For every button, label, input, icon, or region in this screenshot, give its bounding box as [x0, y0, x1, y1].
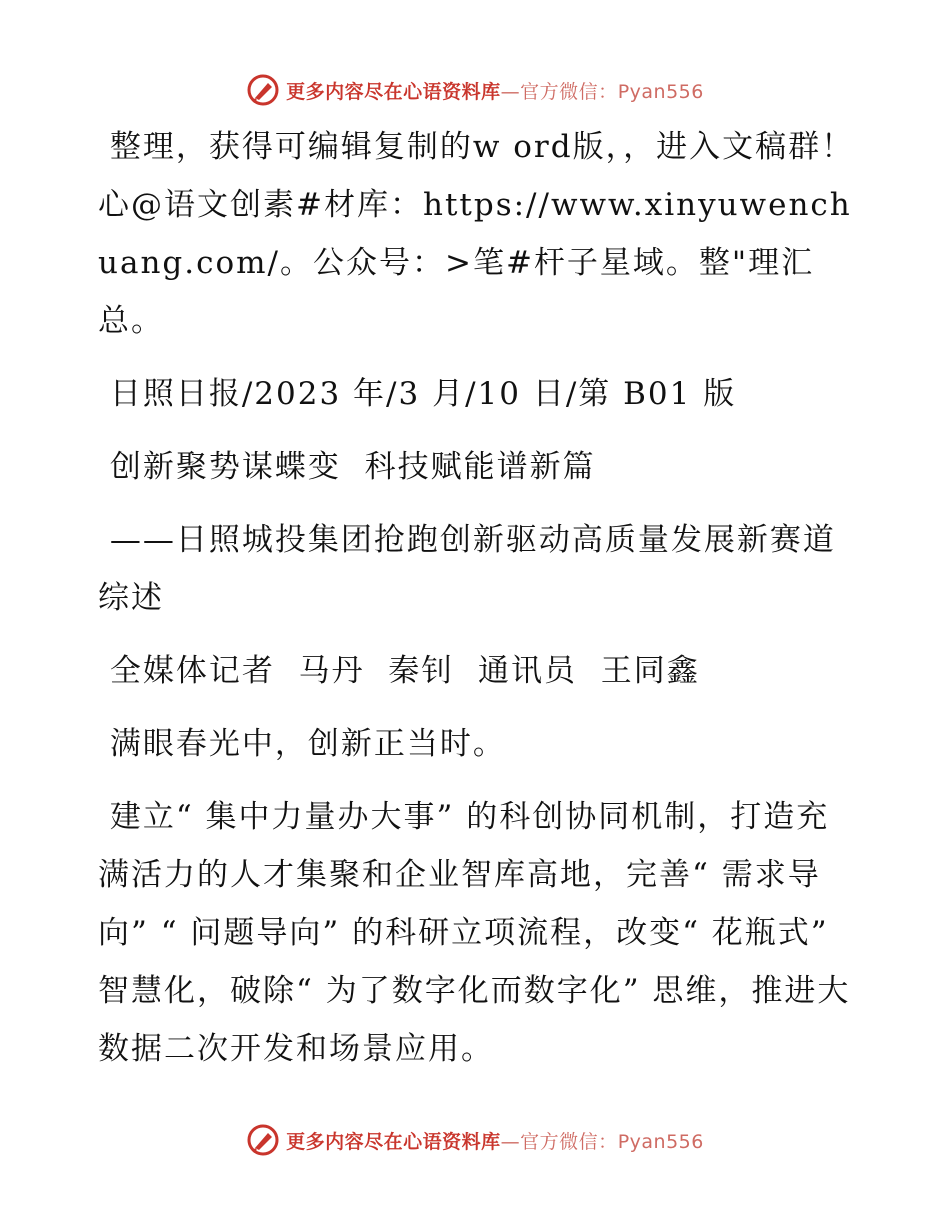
watermark-wechat-label: 官方微信：	[520, 1130, 618, 1153]
header-watermark	[0, 70, 950, 110]
watermark-main: 更多内容尽在心语资料库	[286, 80, 501, 103]
watermark-text	[286, 1127, 704, 1154]
paragraph-headline: 创新聚势谋蝶变 科技赋能谱新篇	[98, 449, 596, 485]
watermark-wechat-id: Pyan556	[617, 1130, 704, 1153]
pen-logo-icon	[246, 73, 280, 107]
paragraph-lead: 满眼春光中，创新正当时。	[98, 726, 506, 762]
watermark-wechat-label: 官方微信：	[520, 80, 618, 103]
watermark-text	[286, 77, 704, 104]
watermark-sep: —	[500, 1130, 521, 1153]
pen-logo-icon	[246, 1123, 280, 1157]
paragraph-subheadline: ——日照城投集团抢跑创新驱动高质量发展新赛道综述	[98, 522, 836, 616]
watermark-main: 更多内容尽在心语资料库	[286, 1130, 501, 1153]
paragraph-source-note: 整理，获得可编辑复制的w ord版，，进入文稿群！心@语文创素#材库：https://www.xinyuwenchuang.com/。公众号：>笔#杆子星域。整"理汇总。	[98, 129, 855, 339]
watermark-sep: —	[500, 80, 521, 103]
paragraph-byline: 全媒体记者 马丹 秦钊 通讯员 王同鑫	[98, 653, 700, 689]
paragraph-publication-info: 日照日报/2023 年/3 月/10 日/第 B01 版	[98, 376, 737, 412]
watermark-wechat-id: Pyan556	[617, 80, 704, 103]
paragraph-body: 建立“ 集中力量办大事” 的科创协同机制，打造充满活力的人才集聚和企业智库高地，完善“ 需求导向” “ 问题导向” 的科研立项流程，改变“ 花瓶式” 智慧化，破除“ 为了数字化而数字化” 思维，推进大数据二次开发和场景应用。	[98, 799, 851, 1067]
footer-watermark	[0, 1120, 950, 1160]
document-body	[98, 118, 858, 1093]
